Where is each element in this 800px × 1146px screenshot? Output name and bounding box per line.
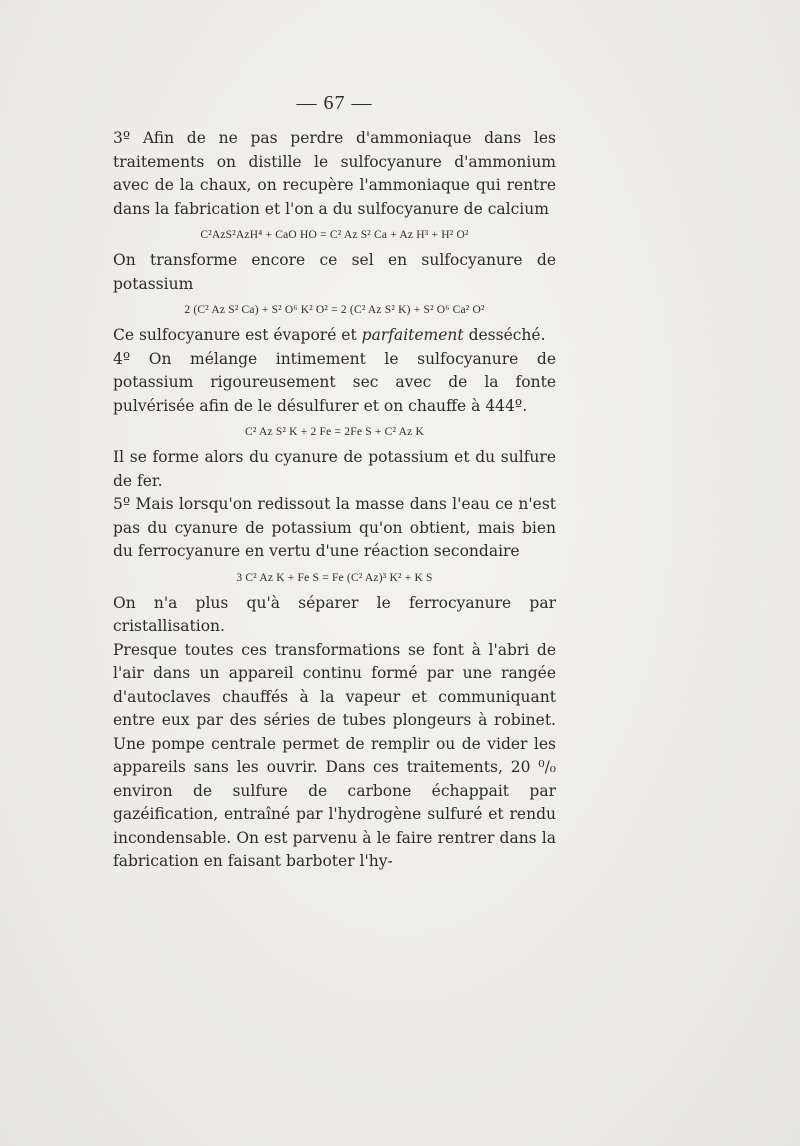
text-emphasis-parfaitement: parfaitement xyxy=(361,326,464,344)
text-evaporated-end: desséché. xyxy=(468,326,546,344)
paragraph-step-3: 3º Afin de ne pas perdre d'ammoniaque dans les traitements on distille le sulfocyanure d'ammonium avec de la chaux, on recupère l'ammoniaque qui rentre dans la fabrication et l'on a du sulfocyanure de calcium xyxy=(113,129,556,218)
paragraph-transform: On transforme encore ce sel en sulfocyanure de potassium xyxy=(113,251,556,293)
text-column xyxy=(113,92,556,874)
equation-4: 3 C² Az K + Fe S = Fe (C² Az)³ K² + K S xyxy=(236,571,433,584)
paragraph-cyanide-formed: Il se forme alors du cyanure de potassium et du sulfure de fer. xyxy=(113,448,556,490)
text-evaporated-start: Ce sulfocyanure est évaporé et xyxy=(113,326,357,344)
equation-3: C² Az S² K + 2 Fe = 2Fe S + C² Az K xyxy=(245,426,424,438)
page-number: — 67 — xyxy=(296,92,373,114)
equation-2: 2 (C² Az S² Ca) + S² O⁶ K² O² = 2 (C² Az S² K) + S² O⁶ Ca² O² xyxy=(184,304,485,316)
paragraph-step-4: 4º On mélange intimement le sulfocyanure de potassium rigoureusement sec avec de la fonte pulvérisée afin de le désulfurer et on chauffe à 444º. xyxy=(113,349,556,415)
paragraph-evaporated xyxy=(113,324,556,348)
paragraph-crystallisation: On n'a plus qu'à séparer le ferrocyanure par cristallisation. xyxy=(113,593,556,635)
equation-1: C²AzS²AzH⁴ + CaO HO = C² Az S² Ca + Az H³ + H² O² xyxy=(200,229,469,241)
paragraph-step-5: 5º Mais lorsqu'on redissout la masse dans l'eau ce n'est pas du cyanure de potassium qu'on obtient, mais bien du ferrocyanure en vertu d'une réaction secondaire xyxy=(113,495,556,560)
paragraph-apparatus: Presque toutes ces transformations se font à l'abri de l'air dans un appareil continu formé par une rangée d'autoclaves chauffés à la vapeur et communiquant entre eux par des séries de tubes plongeurs à robinet. Une pompe centrale permet de remplir ou de vider les appareils sans les ouvrir. Dans ces traitements, 20 ⁰/₀ environ de sulfure de carbone échappait par gazéification, entraîné par l'hydrogène sulfuré et rendu incondensable. On est parvenu à le faire rentrer dans la fabrication en faisant barboter l'hy- xyxy=(113,640,556,870)
